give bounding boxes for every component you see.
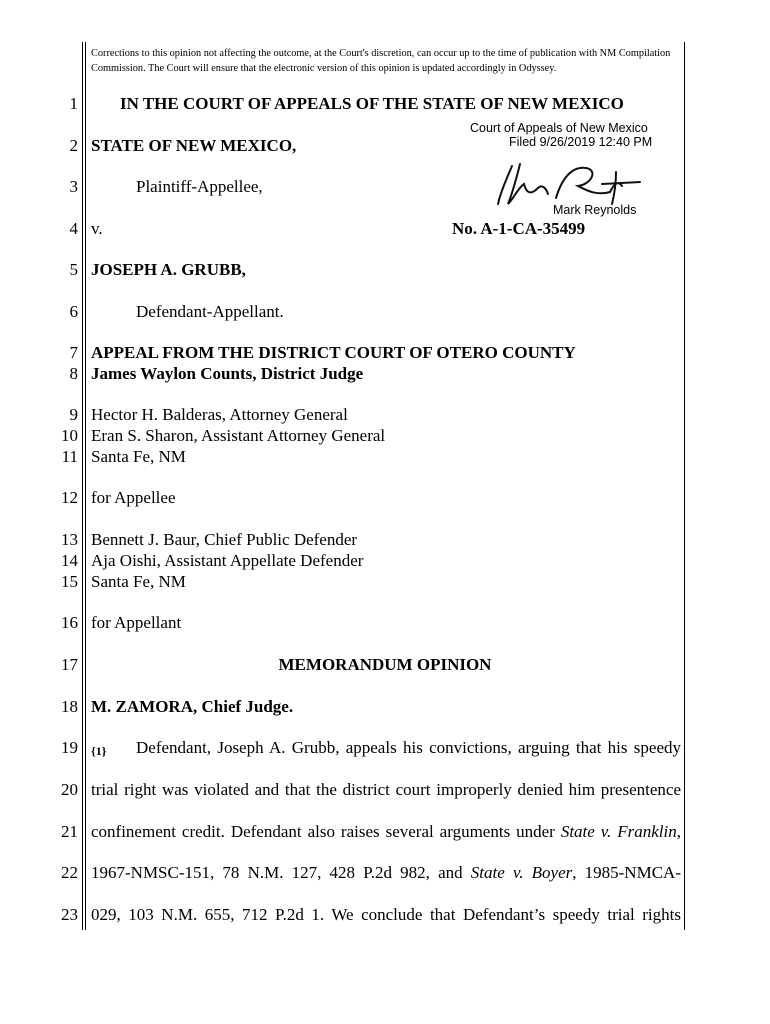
versus-label: v. <box>91 219 103 238</box>
line-number-15: 15 <box>61 572 78 591</box>
line-number-16: 16 <box>61 613 78 632</box>
appellant-counsel-city: Santa Fe, NM <box>91 572 186 591</box>
line-number-18: 18 <box>61 697 78 716</box>
plaintiff-role: Plaintiff-Appellee, <box>136 177 263 196</box>
right-margin-rule <box>684 42 685 930</box>
appellant-counsel-1: Bennett J. Baur, Chief Public Defender <box>91 530 358 549</box>
body-line-19: Defendant, Joseph A. Grubb, appeals his convictions, arguing that his speedy <box>136 738 681 757</box>
appellee-counsel-1: Hector H. Balderas, Attorney General <box>91 405 348 424</box>
body-line-22-tail: , 1985-NMCA- <box>572 863 681 882</box>
opinion-heading: MEMORANDUM OPINION <box>278 655 492 674</box>
appeal-court-line: APPEAL FROM THE DISTRICT COURT OF OTERO COUNTY <box>91 343 576 362</box>
body-line-21 <box>91 822 681 842</box>
line-number-22: 22 <box>61 863 78 882</box>
line-number-13: 13 <box>61 530 78 549</box>
body-line-23: 029, 103 N.M. 655, 712 P.2d 1. We conclude that Defendant’s speedy trial rights <box>91 905 681 924</box>
line-number-11: 11 <box>61 447 78 466</box>
filing-stamp-date: Filed 9/26/2019 12:40 PM <box>509 135 653 149</box>
appellant-counsel-2: Aja Oishi, Assistant Appellate Defender <box>91 551 364 570</box>
opinion-author: M. ZAMORA, Chief Judge. <box>91 697 294 716</box>
body-line-20: trial right was violated and that the district court improperly denied him presentence <box>91 780 681 799</box>
body-line-21-text: confinement credit. Defendant also raises several arguments under <box>91 822 561 841</box>
filing-stamp-court: Court of Appeals of New Mexico <box>470 121 648 135</box>
line-number-6: 6 <box>69 302 78 321</box>
for-appellant: for Appellant <box>91 613 182 632</box>
line-number-4: 4 <box>69 219 78 238</box>
line-number-3: 3 <box>69 177 78 196</box>
corrections-notice: Corrections to this opinion not affecting the outcome, at the Court's discretion, can occur up to the time of publication with NM Compilation Commission. The Court will ensure that the electronic version of this opinion is updated accordingly in Odyssey. <box>91 48 671 74</box>
body-line-22 <box>91 863 681 883</box>
line-number-9: 9 <box>69 405 78 424</box>
line-number-8: 8 <box>69 364 78 383</box>
paragraph-marker: {1} <box>91 744 107 758</box>
line-number-20: 20 <box>61 780 78 799</box>
line-number-17: 17 <box>61 655 78 674</box>
line-number-23: 23 <box>61 905 78 924</box>
line-number-5: 5 <box>69 260 78 279</box>
docket-number: No. A-1-CA-35499 <box>452 219 586 238</box>
line-number-19: 19 <box>61 738 78 757</box>
case-citation-boyer: State v. Boyer <box>470 863 573 882</box>
plaintiff-name: STATE OF NEW MEXICO, <box>91 136 297 155</box>
line-number-7: 7 <box>69 343 78 362</box>
defendant-name: JOSEPH A. GRUBB, <box>91 260 246 279</box>
court-title: IN THE COURT OF APPEALS OF THE STATE OF NEW MEXICO <box>120 94 624 113</box>
body-line-22-text: 1967-NMSC-151, 78 N.M. 127, 428 P.2d 982, and <box>91 863 471 882</box>
for-appellee: for Appellee <box>91 488 176 507</box>
body-line-21-punct: , <box>676 822 681 841</box>
line-number-21: 21 <box>61 822 78 841</box>
filing-stamp-signer: Mark Reynolds <box>553 203 637 217</box>
line-number-12: 12 <box>61 488 78 507</box>
appellee-counsel-2: Eran S. Sharon, Assistant Attorney General <box>91 426 386 445</box>
line-number-10: 10 <box>61 426 78 445</box>
line-number-2: 2 <box>69 136 78 155</box>
line-number-1: 1 <box>69 94 78 113</box>
line-number-14: 14 <box>61 551 78 570</box>
district-judge-line: James Waylon Counts, District Judge <box>91 364 364 383</box>
left-margin-rule <box>82 42 83 930</box>
appellee-counsel-city: Santa Fe, NM <box>91 447 186 466</box>
left-margin-rule-inner <box>85 42 86 930</box>
case-citation-franklin: State v. Franklin <box>560 822 677 841</box>
defendant-role: Defendant-Appellant. <box>136 302 284 321</box>
